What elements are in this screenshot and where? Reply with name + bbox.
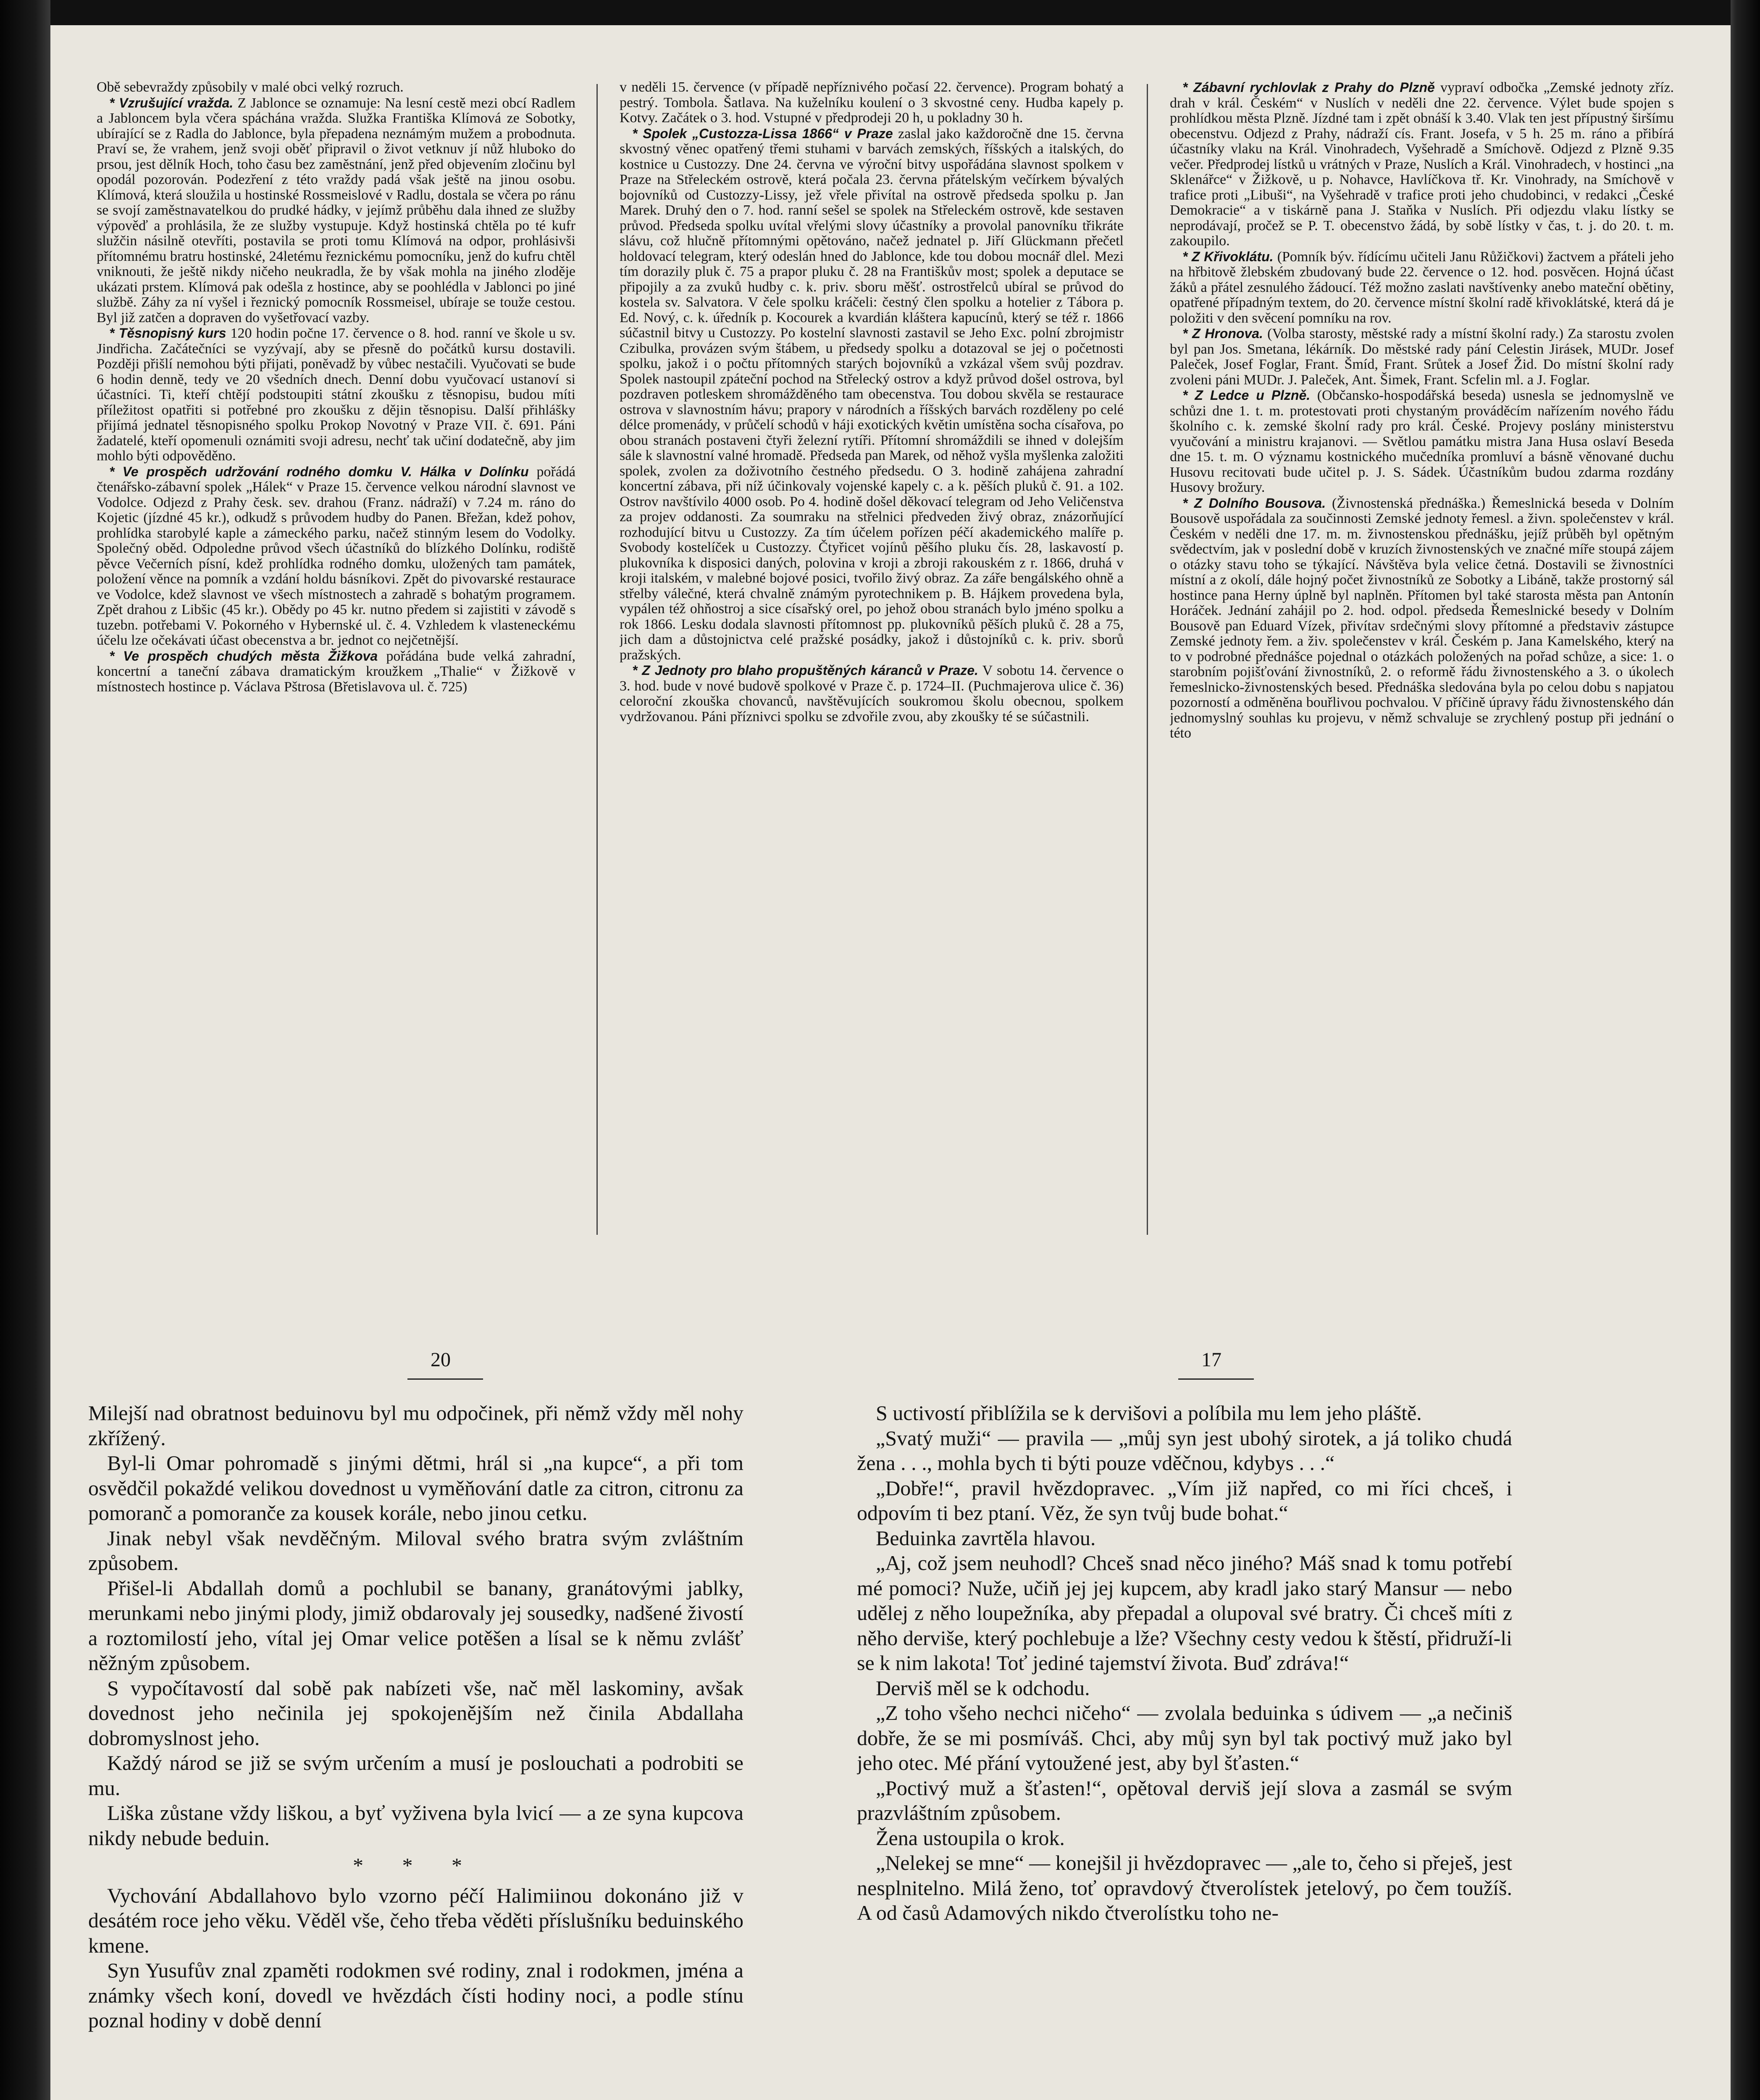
news-item-heading: * Spolek „Custozza-Lissa 1866“ v Praze — [632, 126, 893, 141]
news-item-heading: * Z Jednoty pro blaho propuštěných káranců v Praze. — [632, 663, 978, 678]
news-paragraph — [620, 80, 1124, 126]
book-paragraph: Beduinka zavrtěla hlavou. — [876, 1526, 1096, 1550]
newspaper-column-3 — [1170, 80, 1674, 1243]
book-paragraph: Každý národ se již se svým určením a musí je poslouchati a podrobiti se mu. — [88, 1751, 743, 1800]
book-left-page — [88, 1401, 743, 2100]
scan-edge-left — [0, 0, 50, 2100]
news-item-text: v neděli 15. července (v případě nepříznivého počasí 22. července). Program bohatý a pestrý. Tombola. Šatlava. Na kuželníku koulení o 3 skvostné ceny. Hudba kapely p. Kotvy. Začátek o 3. hod. Vstupné v předprodeji 20 h, u pokladny 30 h. — [620, 80, 1124, 126]
news-paragraph — [1170, 249, 1674, 326]
news-paragraph — [97, 464, 575, 648]
book-paragraph: „Nelekej se mne“ — konejšil ji hvězdopravec — „ale to, čeho si přeješ, jest nesplnitelno. Milá ženo, toť opravdový čtverolístek jetelový, po čem toužíš. A od časů Adamových nikdo čtverolístku toho ne- — [857, 1851, 1512, 1924]
news-item-text: (Volba starosty, městské rady a místní školní rady.) Za starostu zvolen byl pan Jos. Smetana, lékárník. Do městské rady pání Celestin Jirásek, MUDr. Josef Paleček, Josef Foglar, Frant. Šmíd, Frant. Srůtek a Josef Žid. Do místní školní rady zvoleni páni MUDr. J. Paleček, Ant. Šimek, Frant. Scfelin ml. a J. Foglar. — [1170, 326, 1674, 388]
newspaper-column-2 — [620, 80, 1124, 1243]
book-paragraph: „Poctivý muž a šťasten!“, opětoval derviš její slova a zasmál se svým prazvláštním způsobem. — [857, 1776, 1512, 1824]
book-paragraph: Přišel-li Abdallah domů a pochlubil se banany, granátovými jablky, merunkami nebo jinými plody, jimiž obdarovaly jej sousedky, nadšené živostí a roztomilostí jeho, vítal jej Omar velice potěšen a lísal se k němu zvlášť něžným způsobem. — [88, 1576, 743, 1675]
news-item-text: zaslal jako každoročně dne 15. června skvostný věnec opatřený třemi stuhami v barvách zemských, říšských a italských, do kostnice u Custozzy. Dne 24. června ve výroční bitvy uspořádána slavnost spolkem v Praze na Střeleckém ostrově, která počala 23. června přátelským večírkem bývalých bojovníků od Custozzy-Lissy, jež vřele přivítal na ostrově předseda spolku p. Jan Marek. Druhý den o 7. hod. ranní sešel se spolek na Střeleckém ostrově, kde sestaven průvod. Předseda spolku uvítal vřelými slovy účastníky a provolal panovníku třikráte slávu, což hlučně přítomnými opětováno, načež jednatel p. Jiří Glückmann přečetl holdovací telegram, který odeslán hned do Jablonce, kde tou dobou mocnář dlel. Mezi tím dorazily pluk č. 75 a prapor pluku č. 28 na Františkův most; spolek a deputace se připojily a za zvuků hudby c. k. priv. sboru měšť. ostrostřelců ubíral se průvod do kostela sv. Salvatora. V čele spolku kráčeli: čestný člen spolku a hotelier z Tábora p. Ed. Nový, c. k. úředník p. Kocourek a kvardián kláštera kapucínů, který se též r. 1866 súčastnil bitvy u Custozzy. Po kostelní slavnosti zastavil se Jeho Exc. polní zbrojmistr Czibulka, provázen svým štábem, u předsedy spolku a dotazoval se jej o početnosti spolku, jakož i o počtu přítomných starých bojovníků a vzkázal všem svůj pozdrav. Spolek nastoupil zpáteční pochod na Střelecký ostrov a když průvod došel ostrova, byl pozdraven potleskem shromážděného tam obecenstva. Tou dobou skvěla se restaurace ostrova v slavnostním hávu; prapory v národních a říšských barvách rozděleny po celé délce promenády, v průčelí schodů v háji exotických květin umístěna socha císařova, po obou stranách postaveni čtyři železní rytíři. Přítomní shromáždili se ihned v dolejším sále k slavnostní valné hromadě. Předseda pan Marek, od něhož vyšla myšlenka založiti spolek, zvolen za doživotního čestného předsedu. O 3. hodině zahájena zahradní koncertní zábava, při níž účinkovaly vojenské kapely c. a k. pěších pluků č. 91. a 102. Ostrov navštívilo 4000 osob. Po 4. hodině došel děkovací telegram od Jeho Veličenstva za projev oddanosti. Za soumraku na střelnici předveden živý obraz, znázorňující rozhodující bitvu u Custozzy. Za tím účelem pořízen péčí akademického malíře p. Svobody kostelíček u Custozzy. Čtyřicet vojínů pěšího pluku čís. 28, laskavostí p. plukovníka k disposici daných, polovina v kroji a zbroji rakouském z r. 1866, druhá v kroji italském, v malebné bojové posici, tvořilo živý obraz. Za záře bengálského ohně a střelby válečné, která chvalně známým pyrotechnikem p. B. Hájkem provedena byla, vypálen též ohňostroj a sice císařský orel, po jehož obou stranách bylo jméno spolku a rok 1866. Lesku dodala slavnosti přítomnost pp. plukovníků pěších pluků č. 28 a 75, jich dam a důstojnictva celé pražské posádky, jakož i důstojníků c. k. priv. sborů pražských. — [620, 126, 1124, 663]
news-item-text: pořádá čtenářsko-zábavní spolek „Hálek“ v Praze 15. července velkou národní slavnost ve Vodolce. Odjezd z Prahy česk. sev. drahou (Franz. nádraží) v 7.24 m. ráno do Kojetic (jízdné 45 kr.), odkudž s průvodem hudby do Panen. Břežan, kdež pohov, prohlídka starobylé kaple a zámeckého parku, načež stinným lesem do Vodolky. Společný oběd. Odpoledne průvod všech účastníků do blízkého Dolínku, rodiště pěvce Večerních písní, kdež prohlídka rodného domku, uložených tam památek, položení věnce na pomník a vzdání holdu básníkovi. Zpět do pivovarské restaurace ve Vodolce, kdež slavnost ve všech místnostech a zahradě s bohatým programem. Zpět drahou z Libšic (45 kr.). Obědy po 45 kr. nutno předem si zajistiti v závodě s tuzebn. potřebami V. Pokorného v Hybernské ul. č. 4. Vzhledem k vlasteneckému účelu lze očekávati účast obecenstva a br. jednot co nejčetnější. — [97, 464, 575, 648]
news-paragraph — [1170, 80, 1674, 249]
news-item-heading: * Zábavní rychlovlak z Prahy do Plzně — [1182, 80, 1435, 95]
news-item-text: 120 hodin počne 17. července o 8. hod. ranní ve škole u sv. Jindřicha. Začátečníci se vyzývají, aby se přesně do počátků kursu dostavili. Později přišlí nemohou býti přijati, poněvadž by vůbec nestačili. Vyučovati se bude 6 hodin denně, tedy ve 20 všedních dnech. Denní dobu vyučovací ustanoví si účastníci. Ti, kteří chtějí podstoupiti státní zkoušku z těsnopisu, budou míti příležitost opatřiti si potřebné pro zkoušku z dějin těsnopisu. Další přihlášky přijímá jednatel těsnopisného spolku Prokop Novotný v Praze VII. č. 691. Páni žadatelé, kteří opomenuli oznámiti svoji adresu, nechť tak učiní dodatečně, aby jim mohlo býti odpověděno. — [97, 326, 575, 464]
book-paragraph: S vypočítavostí dal sobě pak nabízeti vše, nač měl laskominy, avšak dovednost jeho nečinila jej spokojenějším než činila Abdallaha dobromyslnost jeho. — [88, 1676, 743, 1750]
news-item-text: (Pomník býv. řídícímu učiteli Janu Růžičkovi) žactvem a přáteli jeho na hřbitově žlebském zbudovaný bude 22. července o 12. hod. posvěcen. Hojná účast žáků a přátel zesnulého žádoucí. Též možno zaslati navštívenky anebo mateční obětiny, opatřené případným textem, do 20. července místní školní radě křivoklátské, která dá je položiti v den svěcení pomníku na rov. — [1170, 249, 1674, 326]
book-paragraph: Byl-li Omar pohromadě s jinými dětmi, hrál si „na kupce“, a při tom osvědčil pokaždé velikou dovednost u vyměňování datle za citron, citronu za pomoranč a pomoranče za kousek korále, nebo jinou cetku. — [88, 1451, 743, 1525]
page-number-rule — [407, 1378, 483, 1380]
news-paragraph — [620, 126, 1124, 663]
book-paragraph: Jinak nebyl však nevděčným. Miloval svého bratra svým zvláštním způsobem. — [88, 1526, 743, 1575]
page-number-rule — [1178, 1378, 1254, 1380]
book-paragraph: „Z toho všeho nechci ničeho“ — zvolala beduinka s údivem — „a nečiniš dobře, že se mi posmíváš. Chci, aby můj syn byl tak poctivý muž jako byl jeho otec. Mé přání vytoužené jest, aby byl šťasten.“ — [857, 1701, 1512, 1774]
book-paragraph: Žena ustoupila o krok. — [876, 1826, 1065, 1850]
news-paragraph — [1170, 496, 1674, 741]
book-paragraph: S uctivostí přiblížila se k dervišovi a políbila mu lem jeho pláště. — [876, 1401, 1422, 1425]
news-paragraph — [97, 326, 575, 464]
book-paragraph: „Svatý muži“ — pravila — „můj syn jest ubohý sirotek, a já toliko chudá žena . . ., mohla bych ti býti pouze vděčnou, kdybys . . .“ — [857, 1426, 1512, 1475]
news-item-text: V sobotu 14. července o 3. hod. bude v nové budově spolkové v Praze č. p. 1724–II. (Puchmajerova ulice č. 36) celoroční zkouška chovanců, navštěvujících soukromou školu obecnou, spolkem vydržovanou. Páni příznivci spolku se zdvořile zvou, aby zkoušky té se súčastnili. — [620, 663, 1124, 724]
scan-edge-top — [0, 0, 1760, 25]
news-item-heading: * Z Ledce u Plzně. — [1182, 388, 1311, 403]
news-paragraph — [97, 648, 575, 695]
book-paragraph: Derviš měl se k odchodu. — [876, 1676, 1090, 1700]
book-paragraph: Syn Yusufův znal zpaměti rodokmen své rodiny, znal i rodokmen, jména a známky všech koní, dovedl ve hvězdách čísti hodiny noci, a podle stínu poznal hodiny v době denní — [88, 1958, 743, 2032]
column-rule — [596, 84, 598, 1235]
book-spread — [88, 1336, 1710, 2100]
news-item-heading: * Ve prospěch udržování rodného domku V. Hálka v Dolínku — [109, 464, 529, 479]
news-paragraph — [97, 95, 575, 326]
right-page-number: 17 — [1201, 1349, 1221, 1371]
news-item-text: Obě sebevraždy způsobily v malé obci velký rozruch. — [97, 80, 404, 95]
news-item-heading: * Těsnopisný kurs — [109, 326, 226, 341]
column-rule — [1147, 84, 1148, 1235]
news-item-heading: * Z Dolního Bousova. — [1182, 495, 1326, 511]
news-item-text: (Živnostenská přednáška.) Řemeslnická beseda v Dolním Bousově uspořádala za součinnosti Zemské jednoty řemesl. a živn. společenstev v král. Českém v neděli dne 17. m. m. živnostenskou přednášku, jejíž průběh byl opětným svědectvím, jak v poslední době v kruzích živnostenských ve značné míře stoupá zájem o otázky stavu toho se týkající. Návštěva byla velice četná. Dostavili se živnostníci místní a z okolí, dále hojný počet živnostníků ze Sobotky a Libáně, takže prostorný sál hostince pana Herny úplně byl naplněn. Přítomen byl také starosta města pan Antonín Horáček. Jednání zahájil po 2. hod. odpol. předseda Řemeslnické besedy v Dolním Bousově pan Eduard Vízek, přivítav srdečnými slovy přítomné a představiv zástupce Zemské jednoty řem. a živ. společenstev v král. Českém p. Jana Kamelského, který na to v podrobné přednášce pojednal o otázkách položených na pořad schůze, a sice: 1. o starobním pojišťování živnostníků, 2. o reformě řádu živnostenského a 3. o úkolech řemeslnicko-živnostenských besed. Přednáška sledována byla po celou dobu s napjatou pozorností a odměněna bouřlivou pochvalou. V příčině úpravy řádu živnostenského dán jednomyslný souhlas ku projevu, v němž schvaluje se zrychlený postup při jednání o této — [1170, 495, 1674, 741]
news-item-text: (Občansko-hospodářská beseda) usnesla se jednomyslně ve schůzi dne 1. t. m. protestovati proti chystaným prováděcím nařízením nového řádu školního c. k. zemské školní rady pro král. České. Projevy poslány ministerstvu vyučování a ministru krajanovi. — Světlou památku mistra Jana Husa oslaví Beseda dne 15. t. m. O významu kostnického mučedníka promluví a básně věnované duchu Husovu recitovati bude učitel p. J. S. Sádek. Účastníkům budou zdarma rozdány Husovy brožury. — [1170, 388, 1674, 495]
book-paragraph: „Aj, což jsem neuhodl? Chceš snad něco jiného? Máš snad k tomu potřebí mé pomoci? Nuže, učiň jej jej kupcem, aby kradl jako starý Mansur — nebo udělej z něho loupežníka, aby přepadal a olupoval své bratry. Či chceš míti z něho derviše, který pochlebuje a lže? Všechny cesty vedou k štěstí, přidruží-li se k nim lakota! Toť jediné tajemství života. Buď zdráva!“ — [857, 1551, 1512, 1675]
news-paragraph — [1170, 326, 1674, 388]
scan-edge-right — [1731, 0, 1760, 2100]
news-paragraph — [97, 80, 575, 95]
newspaper-clipping — [97, 80, 1693, 1243]
news-item-text: vypraví odbočka „Zemské jednoty zříz. drah v král. Českém“ v Nuslích v neděli dne 22. července. Výlet bude spojen s prohlídkou města Plzně. Jízdné tam i zpět obnáší k 3.40. Vlak ten jest přípustný širšímu obecenstvu. Odjezd z Prahy, nádraží cís. Frant. Josefa, v 5 h. 25 m. ráno a přibírá účastníky vlaku na Král. Vinohradech, Vyšehradě a Smíchově. Odjezd z Plzně 9.35 večer. Předprodej lístků u vrátných v Praze, Nuslích a Král. Vinohradech, v hostinci „na Sklenářce“ v Žižkově, u p. Nohavce, Havlíčkova tř. Kr. Vinohrady, na Smíchově v trafice proti „Libuši“, na Vyšehradě v trafice proti jeho chudobinci, v redakci „České Demokracie“ a v tiskárně pana J. Staňka v Nuslích. Při odjezdu vlaku lístky se neprodávají, pročež se P. T. obecenstvo žádá, by sobě lístky v čas, t. j. do 20. t. m. zakoupilo. — [1170, 80, 1674, 249]
news-item-heading: * Z Křivoklátu. — [1182, 249, 1274, 264]
book-paragraph: Vychování Abdallahovo bylo vzorno péčí Halimiinou dokonáno již v desátém roce jeho věku. Věděl vše, čeho třeba věděti příslušníku beduinského kmene. — [88, 1883, 743, 1957]
left-page-number: 20 — [431, 1349, 451, 1371]
news-item-text: pořádána bude velká zahradní, koncertní a taneční zábava dramatickým kroužkem „Thalie“ v Žižkově v místnostech hostince p. Václava Pštrosa (Břetislavova ul. č. 725) — [97, 648, 575, 695]
news-item-text: Z Jablonce se oznamuje: Na lesní cestě mezi obcí Radlem a Jabloncem byla včera spáchána vražda. Služka Františka Klímová ze Sobotky, ubírající se z Radla do Jablonce, byla přepadena neznámým mužem a probodnuta. Praví se, že vrahem, jenž svoji oběť připravil o život vetknuv jí nůž hluboko do prsou, jest dělník Hoch, toho času bez zaměstnání, jenž před objevením zločinu byl opodál pozorován. Podezření z této vraždy padá však ještě na jinou osobu. Klímová, která sloužila u hostinské Rossmeislové v Radlu, dostala se včera po ránu se svojí zaměstnavatelkou do prudké hádky, v jejímž průběhu dala ihned ze služby výpověď a prohlásila, že ze služby vystupuje. Když hostinská chtěla po té kufr služčin násilně otevříti, postavila se proti tomu Klímová na odpor, prohlásivši přítomnému bratru hostinské, 24letému řeznickému pomocníku, jenž do kufru chtěl vniknouti, že ještě nikdy ničeho neukradla, že by však mohla na jiného zloděje ukázati prstem. Klímová pak odešla z hostince, aby se poohlédla v Jablonci po jiné službě. Záhy za ní vyšel i řeznický pomocník Rossmeisel, ubíraje se touže cestou. Byl již zatčen a dopraven do vyšetřovací vazby. — [97, 95, 575, 326]
news-paragraph — [620, 663, 1124, 724]
section-break: * * * — [353, 1853, 479, 1877]
news-item-heading: * Z Hronova. — [1182, 326, 1263, 341]
news-item-heading: * Vzrušující vražda. — [109, 95, 234, 110]
book-paragraph: „Dobře!“, pravil hvězdopravec. „Vím již napřed, co mi říci chceš, i odpovím ti bez ptaní. Věz, že syn tvůj bude bohat.“ — [857, 1476, 1512, 1525]
news-item-heading: * Ve prospěch chudých města Žižkova — [109, 648, 378, 664]
book-paragraph: Liška zůstane vždy liškou, a byť vyživena byla lvicí — a ze syna kupcova nikdy nebude beduin. — [88, 1801, 743, 1850]
book-paragraph: Milejší nad obratnost beduinovu byl mu odpočinek, při němž vždy měl nohy zkřížený. — [88, 1401, 743, 1450]
news-paragraph — [1170, 388, 1674, 496]
book-right-page — [857, 1401, 1512, 2100]
newspaper-column-1 — [97, 80, 575, 1243]
